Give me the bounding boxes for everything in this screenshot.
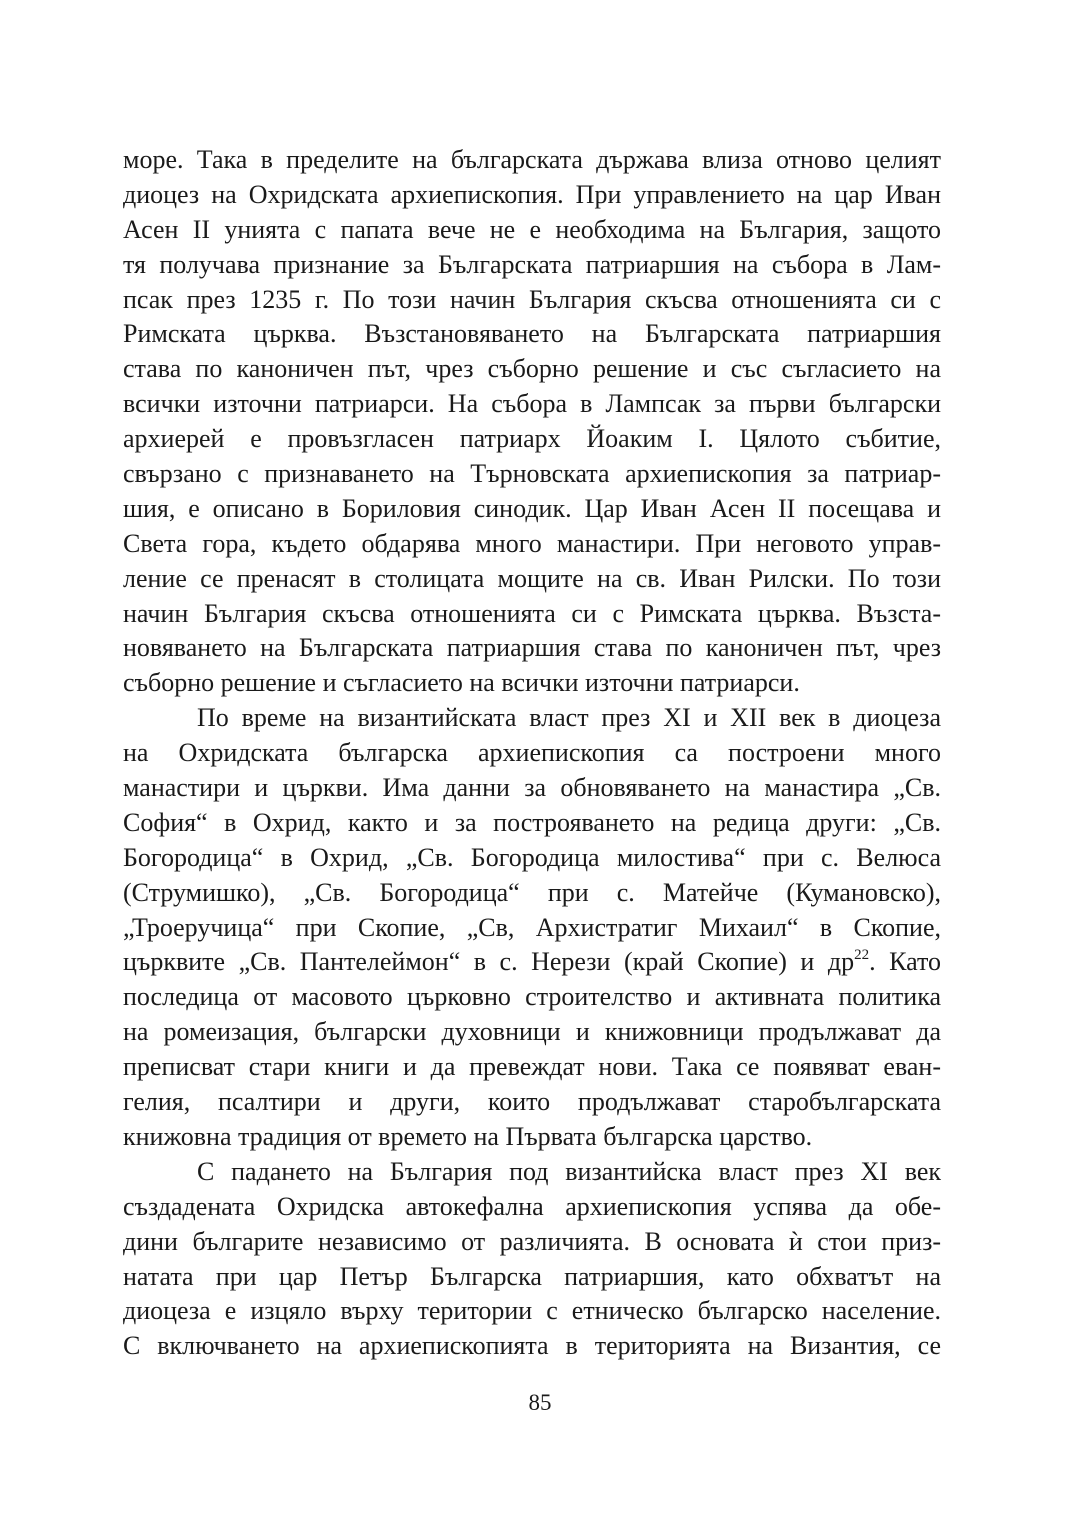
body-text: [123, 143, 941, 1364]
text-line: на Охридската българска архиепископия са построени много: [123, 738, 941, 768]
text-line-with-footnote: [123, 945, 941, 980]
paragraph-3: [123, 1155, 941, 1364]
text-line: По време на византийската власт през XI и XII век в диоцеза: [197, 703, 941, 733]
paragraph-2: [123, 701, 941, 1155]
text-line: става по каноничен път, чрез съборно решение и със съгласието на: [123, 354, 941, 384]
text-line: архиерей е провъзгласен патриарх Йоаким I. Цялото събитие,: [123, 424, 941, 454]
text-segment: . Като: [869, 947, 941, 977]
text-line: съборно решение и съгласието на всички източни патриарси.: [123, 668, 800, 698]
text-line: диоцеза е изцяло върху територии с етническо българско население.: [123, 1296, 941, 1326]
text-segment: църквите „Св. Пантелеймон“ в с. Нерези (край Скопие) и др: [123, 947, 855, 977]
text-line: Римската църква. Възстановяването на Българската патриаршия: [123, 319, 941, 349]
text-line: дини българите независимо от различията. В основата ѝ стои приз-: [123, 1226, 941, 1256]
text-line: свързано с признаването на Търновската архиепископия за патриар-: [123, 459, 941, 489]
text-line: псак през 1235 г. По този начин България скъсва отношенията си с: [123, 284, 941, 314]
text-line: манастири и църкви. Има данни за обновяването на манастира „Св.: [123, 773, 941, 803]
text-line: книжовна традиция от времето на Първата българска царство.: [123, 1121, 813, 1151]
text-line: Богородица“ в Охрид, „Св. Богородица милостива“ при с. Велюса: [123, 842, 941, 872]
text-line: новяването на Българската патриаршия става по каноничен път, чрез: [123, 633, 941, 663]
text-line: С падането на България под византийска власт през XI век: [197, 1156, 941, 1186]
text-line: Света гора, където обдарява много манастири. При неговото управ-: [123, 528, 941, 558]
text-line: диоцез на Охридската архиепископия. При управлението на цар Иван: [123, 179, 941, 209]
text-line: море. Така в пределите на българската държава влиза отново целият: [123, 145, 941, 174]
text-line: последица от масовото църковно строителство и активната политика: [123, 982, 941, 1012]
text-line: създадената Охридска автокефална архиепископия успява да обе-: [123, 1191, 941, 1221]
text-line: всички източни патриарси. На събора в Лампсак за първи български: [123, 389, 941, 419]
text-line: шия, е описано в Бориловия синодик. Цар Иван Асен II посещава и: [123, 493, 941, 523]
text-line: ление се пренасят в столицата мощите на св. Иван Рилски. По този: [123, 563, 941, 593]
paragraph-1: [123, 143, 941, 701]
text-line: (Струмишко), „Св. Богородица“ при с. Матейче (Кумановско),: [123, 877, 941, 907]
page-number: 85: [528, 1390, 552, 1415]
footnote-reference[interactable]: 22: [854, 947, 870, 964]
text-line: „Троеручица“ при Скопие, „Св, Архистратиг Михаил“ в Скопие,: [123, 912, 941, 942]
text-line: С включването на архиепископията в територията на Византия, се: [123, 1331, 941, 1361]
text-line: натата при цар Петър Българска патриаршия, като обхватът на: [123, 1261, 941, 1291]
text-line: тя получава признание за Българската патриаршия на събора в Лам-: [123, 249, 941, 279]
text-line: гелия, псалтири и други, които продължават старобългарската: [123, 1087, 941, 1117]
text-line: Асен II унията с папата вече не е необходима на България, защото: [123, 214, 941, 244]
text-line: София“ в Охрид, както и за построяването на редица други: „Св.: [123, 807, 941, 837]
text-line: начин България скъсва отношенията си с Римската църква. Възста-: [123, 598, 941, 628]
text-line: преписват стари книги и да превеждат нови. Така се появяват еван-: [123, 1052, 941, 1082]
text-line: на ромеизация, български духовници и книжовници продължават да: [123, 1017, 941, 1047]
